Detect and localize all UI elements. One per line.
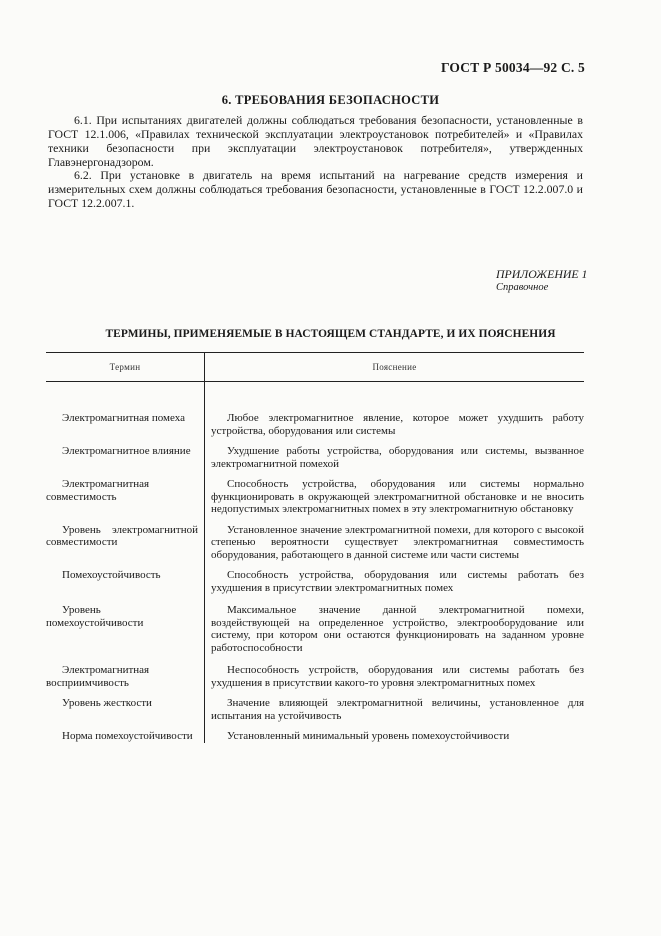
term-cell: Помехоустойчивость <box>62 569 161 581</box>
table-row <box>46 445 584 478</box>
terms-table <box>46 352 584 743</box>
terms-table-title: ТЕРМИНЫ, ПРИМЕНЯЕМЫЕ В НАСТОЯЩЕМ СТАНДАРТЕ, И ИХ ПОЯСНЕНИЯ <box>105 328 556 340</box>
table-row <box>46 569 584 604</box>
table-row <box>46 730 584 743</box>
explanation-cell: Установленное значение электромагнитной помехи, для которого с высокой степенью вероятности существует электромагнитная совместимость оборудования, работающего в данной системе или части системы <box>204 524 584 570</box>
explanation-cell: Ухудшение работы устройства, оборудования или системы, вызванное электромагнитной помехой <box>204 445 584 478</box>
table-row <box>46 524 584 570</box>
paragraph-6-1 <box>48 113 583 169</box>
section-title: 6. ТРЕБОВАНИЯ БЕЗОПАСНОСТИ <box>221 93 440 107</box>
column-header-term: Термин <box>109 361 141 372</box>
table-header <box>46 352 584 382</box>
term-cell: Электромагнитная помеха <box>62 412 185 424</box>
paragraph-text: 6.2. При установке в двигатель на время испытаний на нагревание средств измерения и измерительных схем должны соблюдаться требования безопасности, установленные в ГОСТ 12.2.007.0 и ГОСТ 12.2.007.1. <box>48 168 583 210</box>
term-cell: Электромагнитная совместимость <box>46 478 150 503</box>
column-header-explanation: Пояснение <box>204 353 584 381</box>
paragraph-6-2 <box>48 168 583 210</box>
table-row <box>46 382 584 445</box>
table-row <box>46 664 584 697</box>
document-reference: ГОСТ Р 50034—92 С. 5 <box>440 60 585 75</box>
table-body <box>46 382 584 743</box>
table-row <box>46 697 584 730</box>
term-cell: Уровень помехоустойчивости <box>46 604 144 629</box>
term-cell: Электромагнитная восприимчивость <box>46 664 150 689</box>
appendix-label: ПРИЛОЖЕНИЕ 1 <box>496 267 588 281</box>
appendix-type: Справочное <box>496 282 549 293</box>
paragraph-text: 6.1. При испытаниях двигателей должны соблюдаться требования безопасности, установленные в ГОСТ 12.1.006, «Правилах технической эксплуатации электроустановок потребителей» и «Правилах техники безопасности при эксплуатации электроустановок потребителя», утвержденных Главэнергонадзором. <box>48 113 583 169</box>
explanation-cell: Способность устройства, оборудования или системы работать без ухудшения в присутствии электромагнитных помех <box>204 569 584 604</box>
term-cell: Электромагнитное влияние <box>62 445 191 457</box>
explanation-cell: Установленный минимальный уровень помехоустойчивости <box>204 730 584 743</box>
explanation-cell: Неспособность устройств, оборудования или системы работать без ухудшения в присутствии какого-то уровня электромагнитных помех <box>204 664 584 697</box>
explanation-cell: Максимальное значение данной электромагнитной помехи, воздействующей на определенное устройство, электрооборудование или систему, при котором они остаются функционировать на заданном уровне работоспособности <box>204 604 584 664</box>
term-cell: Норма помехоустойчивости <box>62 730 193 742</box>
appendix-label-block <box>496 268 587 294</box>
explanation-cell: Любое электромагнитное явление, которое может ухудшить работу устройства, оборудования или системы <box>204 382 584 445</box>
table-row <box>46 604 584 664</box>
table-row <box>46 478 584 524</box>
term-cell: Уровень электромагнитной совместимости <box>46 523 198 548</box>
explanation-cell: Способность устройства, оборудования или системы нормально функционировать в окружающей электромагнитной обстановке и не вносить недопустимых электромагнитных помех в эту электромагнитную обстановку <box>204 478 584 524</box>
term-cell: Уровень жесткости <box>62 697 152 709</box>
explanation-cell: Значение влияющей электромагнитной величины, установленное для испытания на устойчивость <box>204 697 584 730</box>
